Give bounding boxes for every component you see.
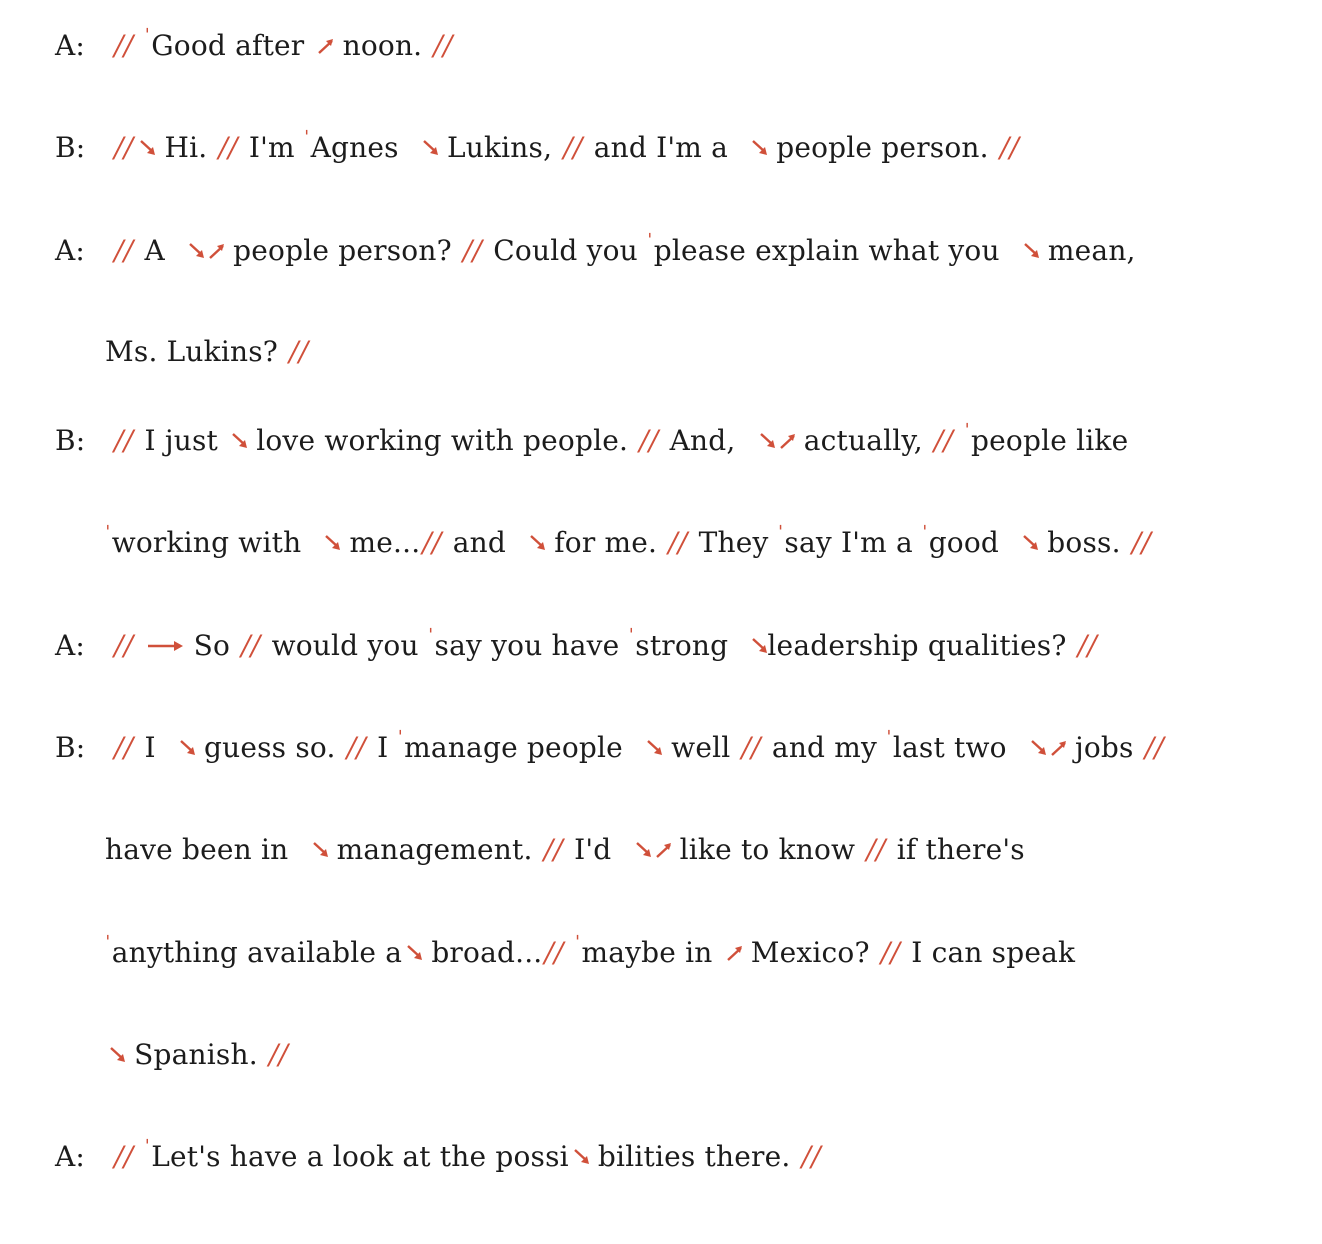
dialogue-line-10 [105,931,1076,971]
speaker-label: B: [55,731,86,764]
dialogue-text: I'd [574,833,612,866]
dialogue-line-11 [105,1037,290,1073]
dialogue-text: people person? [233,234,452,267]
dialogue-text: guess so. [203,731,336,764]
stress-mark: ˈ [777,521,784,545]
arrow-down-right-icon [631,836,651,862]
stress-mark: ˈ [144,24,151,48]
dialogue-text: broad... [431,936,543,969]
pause-mark: // [346,731,366,764]
dialogue-text: Spanish. [134,1038,258,1071]
dialogue-line-4 [105,334,310,370]
dialogue-text: last two [892,731,1007,764]
stress-mark: ˈ [574,931,581,955]
dialogue-text: anything available a [111,936,403,969]
dialogue-text: mean, [1047,234,1136,267]
dialogue-text: working with [111,526,302,559]
dialogue-text: me... [349,526,421,559]
dialogue-text: Let's have a look at the possi [151,1140,569,1173]
arrow-down-right-icon [1018,529,1038,555]
dialogue-text: love working with people. [256,424,629,457]
dialogue-line-2 [55,126,1021,166]
dialogue-text: and my [771,731,878,764]
pause-mark: // [114,234,134,267]
dialogue-text: actually, [803,424,923,457]
pause-mark: // [999,131,1020,164]
pause-mark: // [289,335,309,368]
dialogue-text: strong [635,629,729,662]
arrow-down-right-icon [105,1041,125,1067]
arrow-down-right-icon [1019,237,1039,263]
pause-mark: // [801,1140,821,1173]
pause-mark: // [114,1140,134,1173]
arrow-up-right-icon [313,32,333,58]
pause-mark: // [268,1038,289,1071]
dialogue-text: I'm [248,131,295,164]
dialogue-text: manage people [404,731,623,764]
stress-mark: ˈ [144,1135,151,1159]
pause-mark: // [422,526,442,559]
arrow-down-right-icon [747,134,767,160]
arrow-down-right-icon [184,237,204,263]
pause-mark: // [114,29,134,62]
speaker-label: A: [55,629,86,662]
dialogue-text: Good after [151,29,305,62]
dialogue-text: if there's [896,833,1025,866]
dialogue-text: say I'm a [784,526,913,559]
pause-mark: // [218,131,238,164]
pause-mark: // [114,629,134,662]
dialogue-text: people person. [776,131,989,164]
dialogue-text: have been in [105,833,289,866]
arrow-down-right-icon [175,734,195,760]
dialogue-text: bilities there. [597,1140,791,1173]
pause-mark: // [880,936,901,969]
pause-mark: // [543,833,563,866]
arrow-down-right-icon [747,632,767,658]
dialogue-text: say you have [434,629,620,662]
stress-mark: ˈ [105,931,111,955]
dialogue-text: They [698,526,769,559]
dialogue-text: Agnes [310,131,399,164]
speaker-label: A: [55,1140,86,1173]
pause-mark: // [1077,629,1097,662]
arrow-down-right-icon [1026,734,1046,760]
pause-mark: // [114,731,134,764]
dialogue-text: like to know [679,833,856,866]
dialogue-line-3 [55,229,1136,269]
dialogue-text: for me. [554,526,658,559]
stress-mark: ˈ [397,726,404,750]
dialogue-text: well [671,731,731,764]
pause-mark: // [639,424,659,457]
stress-mark: ˈ [427,624,434,648]
dialogue-text: Could you [493,234,638,267]
stress-mark: ˈ [105,521,111,545]
dialogue-text: and I'm a [593,131,728,164]
dialogue-text: I [377,731,389,764]
pause-mark: // [462,234,483,267]
arrow-down-right-icon [755,427,775,453]
arrow-right-icon [145,632,185,658]
arrow-down-right-icon [320,529,340,555]
dialogue-text: So [193,629,231,662]
dialogue-text: maybe in [581,936,713,969]
dialogue-text: jobs [1074,731,1134,764]
pause-mark: // [241,629,261,662]
dialogue-text: Lukins, [446,131,553,164]
arrow-up-right-icon [722,939,742,965]
dialogue-line-5 [55,419,1129,459]
dialogue-text: Mexico? [750,936,870,969]
pause-mark: // [933,424,954,457]
dialogue-text: A [144,234,165,267]
stress-mark: ˈ [921,521,928,545]
dialogue-text: boss. [1047,526,1121,559]
dialogue-line-7 [55,624,1099,664]
stress-mark: ˈ [964,419,971,443]
dialogue-text: I [144,731,156,764]
stress-mark: ˈ [628,624,635,648]
pause-mark: // [741,731,761,764]
pause-mark: // [1131,526,1152,559]
dialogue-text: management. [336,833,533,866]
arrow-up-right-icon [651,836,671,862]
arrow-down-right-icon [227,427,247,453]
arrow-down-right-icon [569,1143,589,1169]
arrow-up-right-icon [204,237,224,263]
stress-mark: ˈ [303,126,310,150]
dialogue-line-12 [55,1135,823,1175]
pause-mark: // [544,936,564,969]
arrow-down-right-icon [418,134,438,160]
dialogue-line-6 [105,521,1153,561]
pause-mark: // [114,131,134,164]
arrow-down-right-icon [525,529,545,555]
arrow-up-right-icon [775,427,795,453]
dialogue-text: Hi. [164,131,208,164]
pause-mark: // [114,424,134,457]
arrow-down-right-icon [135,134,155,160]
dialogue-line-8 [55,726,1166,766]
dialogue-text: noon. [342,29,423,62]
speaker-label: B: [55,424,86,457]
pause-mark: // [563,131,583,164]
dialogue-line-1 [55,24,455,64]
dialogue-text: people like [971,424,1129,457]
pause-mark: // [668,526,688,559]
dialogue-text: leadership qualities? [767,629,1067,662]
dialogue-text: Ms. Lukins? [105,335,279,368]
dialogue-line-9 [105,832,1025,868]
dialogue-text: I just [144,424,218,457]
speaker-label: B: [55,131,86,164]
speaker-label: A: [55,29,86,62]
dialogue-text: and [452,526,507,559]
dialogue-text: I can speak [911,936,1076,969]
dialogue-text: good [928,526,1000,559]
dialogue-text: would you [271,629,419,662]
pause-mark: // [433,29,453,62]
arrow-down-right-icon [308,836,328,862]
dialogue-text: And, [669,424,736,457]
pause-mark: // [1144,731,1164,764]
stress-mark: ˈ [647,229,653,253]
arrow-down-right-icon [402,939,422,965]
stress-mark: ˈ [886,726,892,750]
arrow-down-right-icon [642,734,662,760]
speaker-label: A: [55,234,86,267]
pause-mark: // [866,833,886,866]
dialogue-text: please explain what you [653,234,1000,267]
arrow-up-right-icon [1046,734,1066,760]
